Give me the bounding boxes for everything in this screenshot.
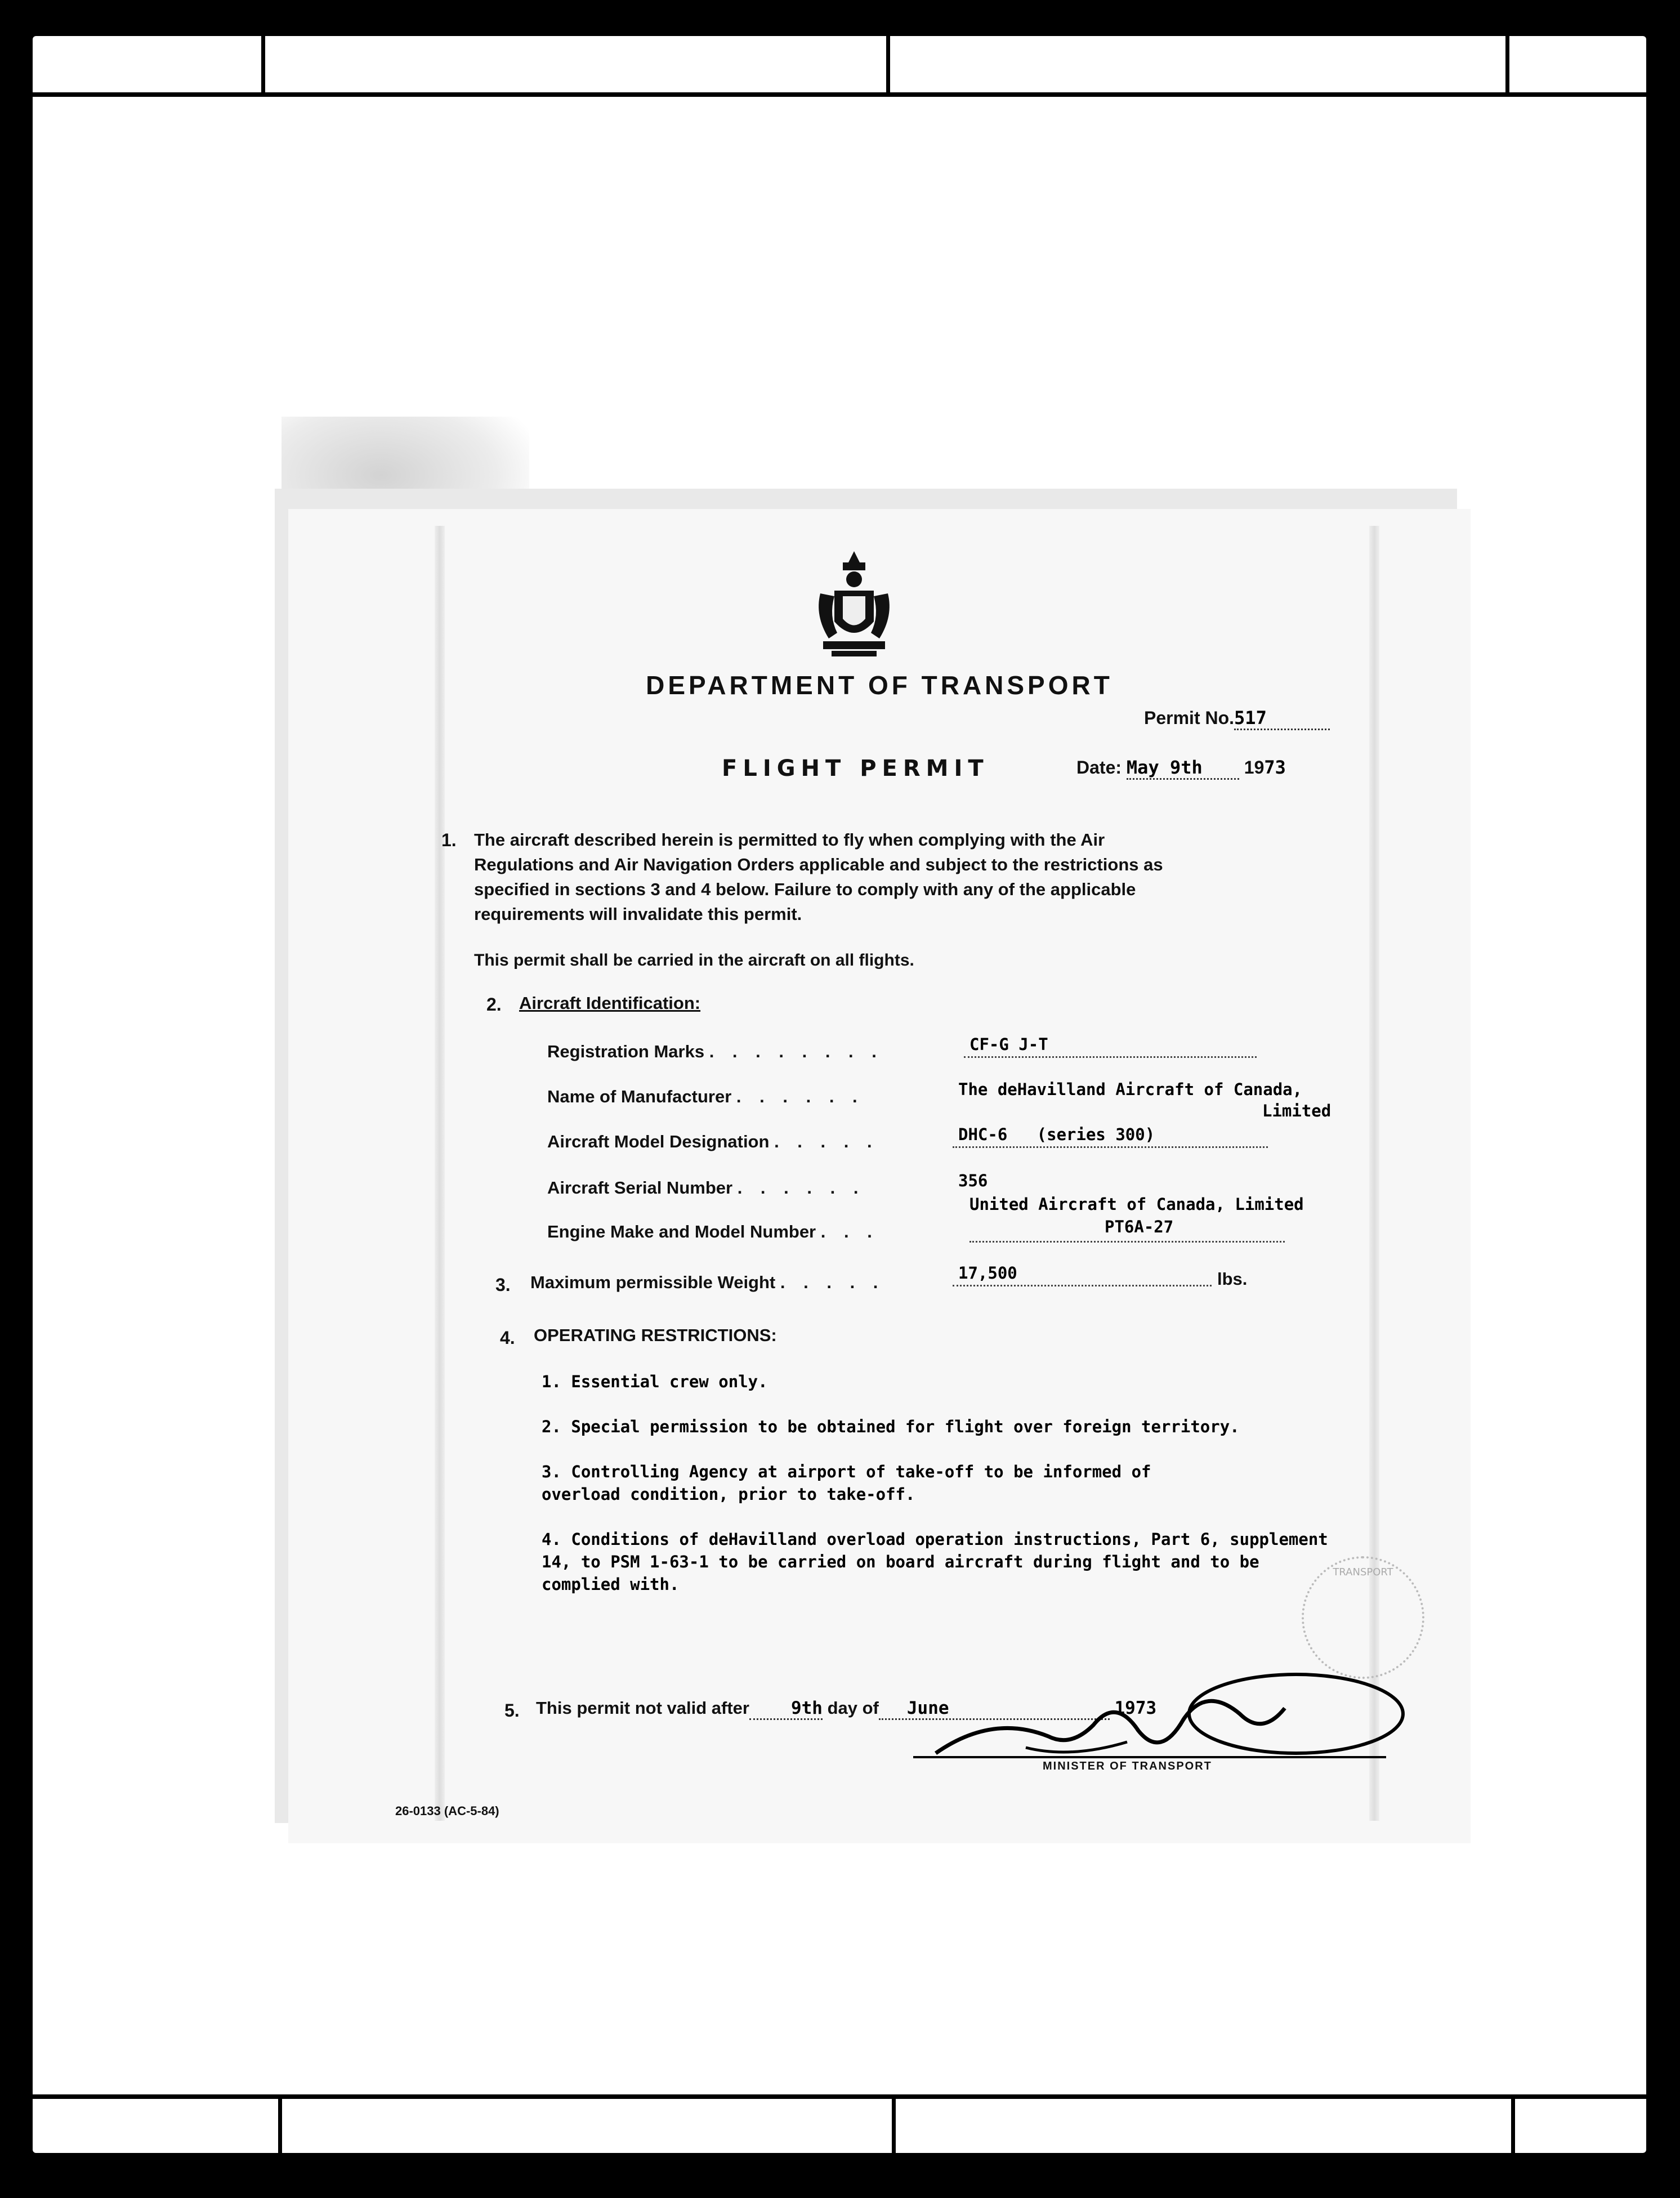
frame-tick (278, 2099, 282, 2153)
signature-line (913, 1756, 1386, 1758)
permit-number-label: Permit No. (1144, 708, 1235, 728)
frame-tick (1505, 36, 1509, 92)
validity-label: This permit not valid after (536, 1698, 749, 1718)
restriction-number: 2. (542, 1417, 561, 1436)
form-number: 26-0133 (AC-5-84) (395, 1804, 499, 1818)
fill-line (953, 1285, 1212, 1286)
serial-number-label: Aircraft Serial Number (547, 1178, 733, 1198)
permit-date (1076, 757, 1286, 780)
manufacturer-value-line2: Limited (1262, 1101, 1332, 1120)
film-strip-bottom (33, 2094, 1646, 2153)
restriction-item (542, 1460, 1217, 1505)
engine-maker-value: United Aircraft of Canada, Limited (969, 1195, 1304, 1214)
date-year-suffix: 73 (1264, 757, 1286, 778)
restriction-number: 4. (542, 1530, 561, 1549)
film-strip-top (33, 36, 1646, 97)
max-weight-label: Maximum permissible Weight (530, 1272, 776, 1292)
carry-note: This permit shall be carried in the aircraft on all flights. (474, 951, 914, 970)
section-1-text: The aircraft described herein is permitted to fly when complying with the Air Regulations and Air Navigation Orders applicable and subject to the restrictions as specified in sections 3 and 4 below. Failure to comply with any of the applicable requirements will invalidate this permit. (474, 830, 1163, 924)
leader-dots: . . . . . (780, 1272, 885, 1292)
fill-line (964, 1056, 1257, 1058)
fill-line (953, 1146, 1268, 1148)
model-designation-value: DHC-6 (series 300) (958, 1125, 1155, 1144)
frame-tick (892, 2099, 896, 2153)
validity-day: 9th (749, 1698, 823, 1720)
restriction-text: Conditions of deHavilland overload operation instructions, Part 6, supplement 14, to PSM 1-63-1 to be carried on board aircraft during flight and to be complied with. (542, 1530, 1328, 1594)
restriction-item (542, 1370, 1386, 1393)
date-value: May 9th (1127, 757, 1239, 780)
document-title: FLIGHT PERMIT (722, 756, 989, 781)
max-weight-value: 17,500 (958, 1263, 1017, 1283)
minister-signature (924, 1663, 1431, 1776)
official-seal (1302, 1556, 1424, 1679)
flight-permit-document (288, 509, 1471, 1843)
manufacturer-value: The deHavilland Aircraft of Canada, (958, 1080, 1303, 1099)
registration-marks-value: CF-G J-T (969, 1035, 1048, 1054)
permit-number-value: 517 (1234, 707, 1330, 730)
coat-of-arms-icon (812, 548, 896, 661)
restriction-text: Controlling Agency at airport of take-off to be informed of overload condition, prior to take-off. (542, 1462, 1151, 1504)
validity-day-of: day of (827, 1698, 879, 1718)
max-weight-row (530, 1272, 884, 1293)
engine-model-label: Engine Make and Model Number (547, 1222, 816, 1241)
manufacturer-label: Name of Manufacturer (547, 1087, 732, 1106)
registration-marks-label: Registration Marks (547, 1042, 705, 1061)
restriction-item (542, 1528, 1341, 1596)
restriction-item (542, 1415, 1386, 1438)
date-year-prefix: 19 (1244, 757, 1265, 778)
section-2-number: 2. (486, 994, 502, 1015)
leader-dots: . . . . . . . . (709, 1042, 883, 1061)
registration-marks-row (547, 1042, 883, 1062)
section-4-number: 4. (500, 1328, 515, 1348)
seal-text: TRANSPORT (1333, 1566, 1393, 1578)
frame-tick (1511, 2099, 1515, 2153)
date-label: Date: (1076, 757, 1122, 778)
frame-tick (886, 36, 890, 92)
leader-dots: . . . . . (774, 1132, 879, 1151)
restriction-number: 3. (542, 1462, 561, 1481)
restriction-text: Essential crew only. (571, 1372, 768, 1391)
engine-model-value: PT6A-27 (1105, 1217, 1174, 1236)
serial-number-row (547, 1178, 865, 1198)
weight-unit: lbs. (1217, 1269, 1248, 1289)
model-designation-label: Aircraft Model Designation (547, 1132, 770, 1151)
model-designation-row (547, 1132, 879, 1152)
leader-dots: . . . . . . (737, 1178, 865, 1198)
restriction-text: Special permission to be obtained for flight over foreign territory. (571, 1417, 1240, 1436)
permit-number (1144, 707, 1330, 730)
frame-tick (261, 36, 265, 92)
validity-year: 1973 (1114, 1698, 1157, 1718)
leader-dots: . . . (820, 1222, 879, 1241)
operating-restrictions-heading: OPERATING RESTRICTIONS: (534, 1325, 777, 1345)
validity-month: June (879, 1698, 1110, 1720)
section-5-number: 5. (504, 1700, 520, 1721)
serial-number-value: 356 (958, 1171, 988, 1190)
aircraft-identification-heading: Aircraft Identification: (519, 993, 701, 1013)
page-fold (435, 526, 445, 1821)
department-heading: DEPARTMENT OF TRANSPORT (646, 671, 1113, 700)
leader-dots: . . . . . . (736, 1087, 864, 1106)
restriction-number: 1. (542, 1372, 561, 1391)
section-1-number: 1. (441, 830, 457, 850)
section-3-number: 3. (495, 1275, 511, 1295)
manufacturer-row (547, 1087, 864, 1107)
engine-model-row (547, 1222, 879, 1242)
fill-line (969, 1241, 1285, 1243)
signature-title: MINISTER OF TRANSPORT (1043, 1760, 1212, 1772)
